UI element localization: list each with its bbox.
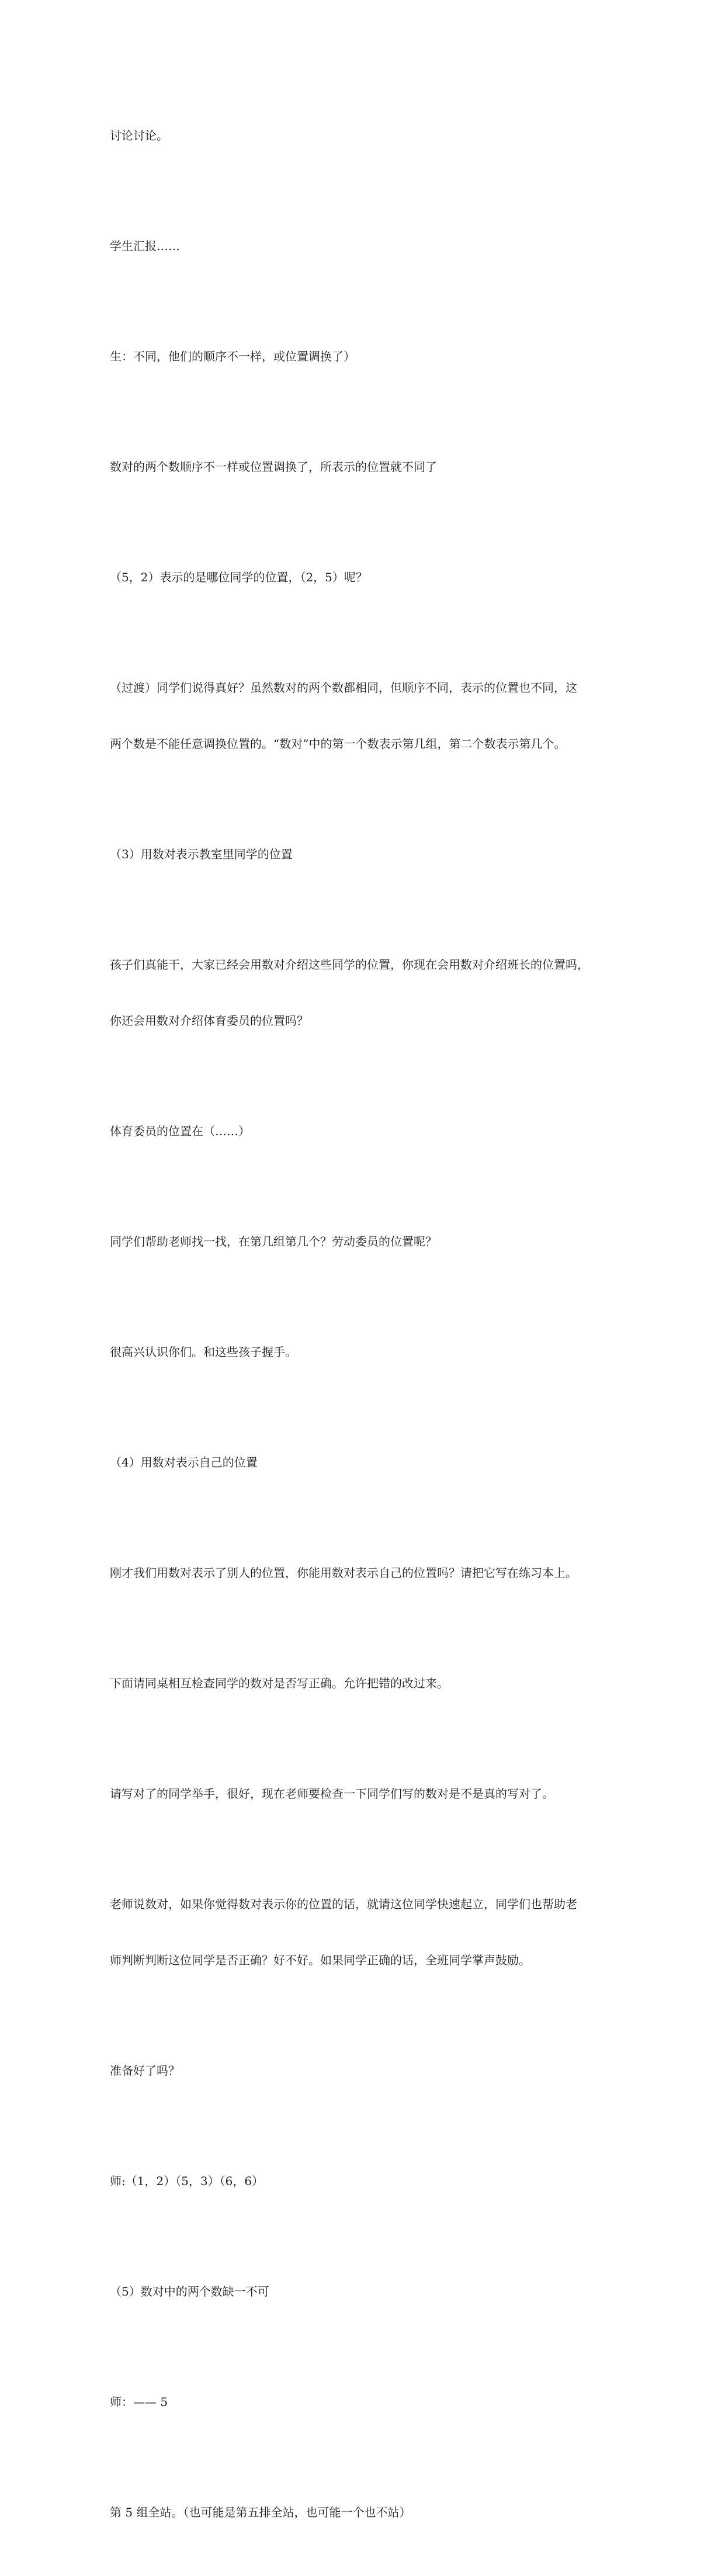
text-line: 请写对了的同学举手，很好，现在老师要检查一下同学们写的数对是不是真的写对了。 (110, 1787, 554, 1801)
text-line: 下面请同桌相互检查同学的数对是否写正确。允许把错的改过来。 (110, 1676, 449, 1690)
section-heading: （5）数对中的两个数缺一不可 (110, 2284, 269, 2298)
paragraph (110, 1637, 624, 1730)
text-line: （5，2）表示的是哪位同学的位置，（2，5）呢？ (110, 570, 367, 584)
paragraph (110, 1747, 624, 1840)
paragraph (110, 918, 624, 1067)
paragraph (110, 1305, 624, 1399)
text-line: 师判断判断这位同学是否正确？好不好。如果同学正确的话，全班同学掌声鼓励。 (110, 1953, 530, 1967)
text-line: 第 5 组全站。（也可能是第五排全站，也可能一个也不站） (110, 2505, 411, 2519)
paragraph (110, 1195, 624, 1288)
text-line: 孩子们真能干，大家已经会用数对介绍这些同学的位置，你现在会用数对介绍班长的位置吗， (110, 958, 589, 972)
text-line: 准备好了吗？ (110, 2064, 180, 2078)
text-line: 数对的两个数顺序不一样或位置调换了，所表示的位置就不同了 (110, 460, 437, 474)
text-line: 刚才我们用数对表示了别人的位置，你能用数对表示自己的位置吗？请把它写在练习本上。 (110, 1566, 577, 1580)
paragraph (110, 310, 624, 403)
paragraph (110, 2466, 624, 2559)
paragraph (110, 1857, 624, 2007)
paragraph (110, 2024, 624, 2117)
paragraph (110, 1526, 624, 1620)
text-line: 很高兴认识你们。和这些孩子握手。 (110, 1345, 297, 1359)
paragraph (110, 2245, 624, 2338)
paragraph (110, 199, 624, 293)
paragraph (110, 807, 624, 901)
section-heading: （4）用数对表示自己的位置 (110, 1455, 258, 1469)
paragraph (110, 89, 624, 182)
text-line: （过渡）同学们说得真好？虽然数对的两个数都相同，但顺序不同，表示的位置也不同，这 (110, 681, 577, 695)
text-line: 学生汇报…… (110, 239, 180, 253)
paragraph (110, 1416, 624, 1509)
text-line: 同学们帮助老师找一找，在第几组第几个？劳动委员的位置呢？ (110, 1235, 437, 1249)
text-line: 师：—— 5 (110, 2395, 168, 2409)
paragraph (110, 2355, 624, 2449)
section-heading: （3）用数对表示教室里同学的位置 (110, 847, 293, 861)
paragraph (110, 2134, 624, 2228)
text-line: 师:（1，2）（5，3）（6，6） (110, 2174, 264, 2188)
paragraph (110, 420, 624, 514)
text-line: 讨论讨论。 (110, 129, 168, 143)
paragraph (110, 1084, 624, 1178)
text-line: 生：不同，他们的顺序不一样，或位置调换了） (110, 349, 355, 363)
text-line: 两个数是不能任意调换位置的。“数对”中的第一个数表示第几组，第二个数表示第几个。 (110, 737, 566, 751)
paragraph (110, 641, 624, 791)
text-line: 体育委员的位置在（……） (110, 1124, 250, 1138)
paragraph (110, 531, 624, 624)
text-line: 老师说数对，如果你觉得数对表示你的位置的话，就请这位同学快速起立，同学们也帮助老 (110, 1897, 577, 1911)
document-body (110, 89, 624, 2576)
text-line: 你还会用数对介绍体育委员的位置吗？ (110, 1014, 308, 1028)
